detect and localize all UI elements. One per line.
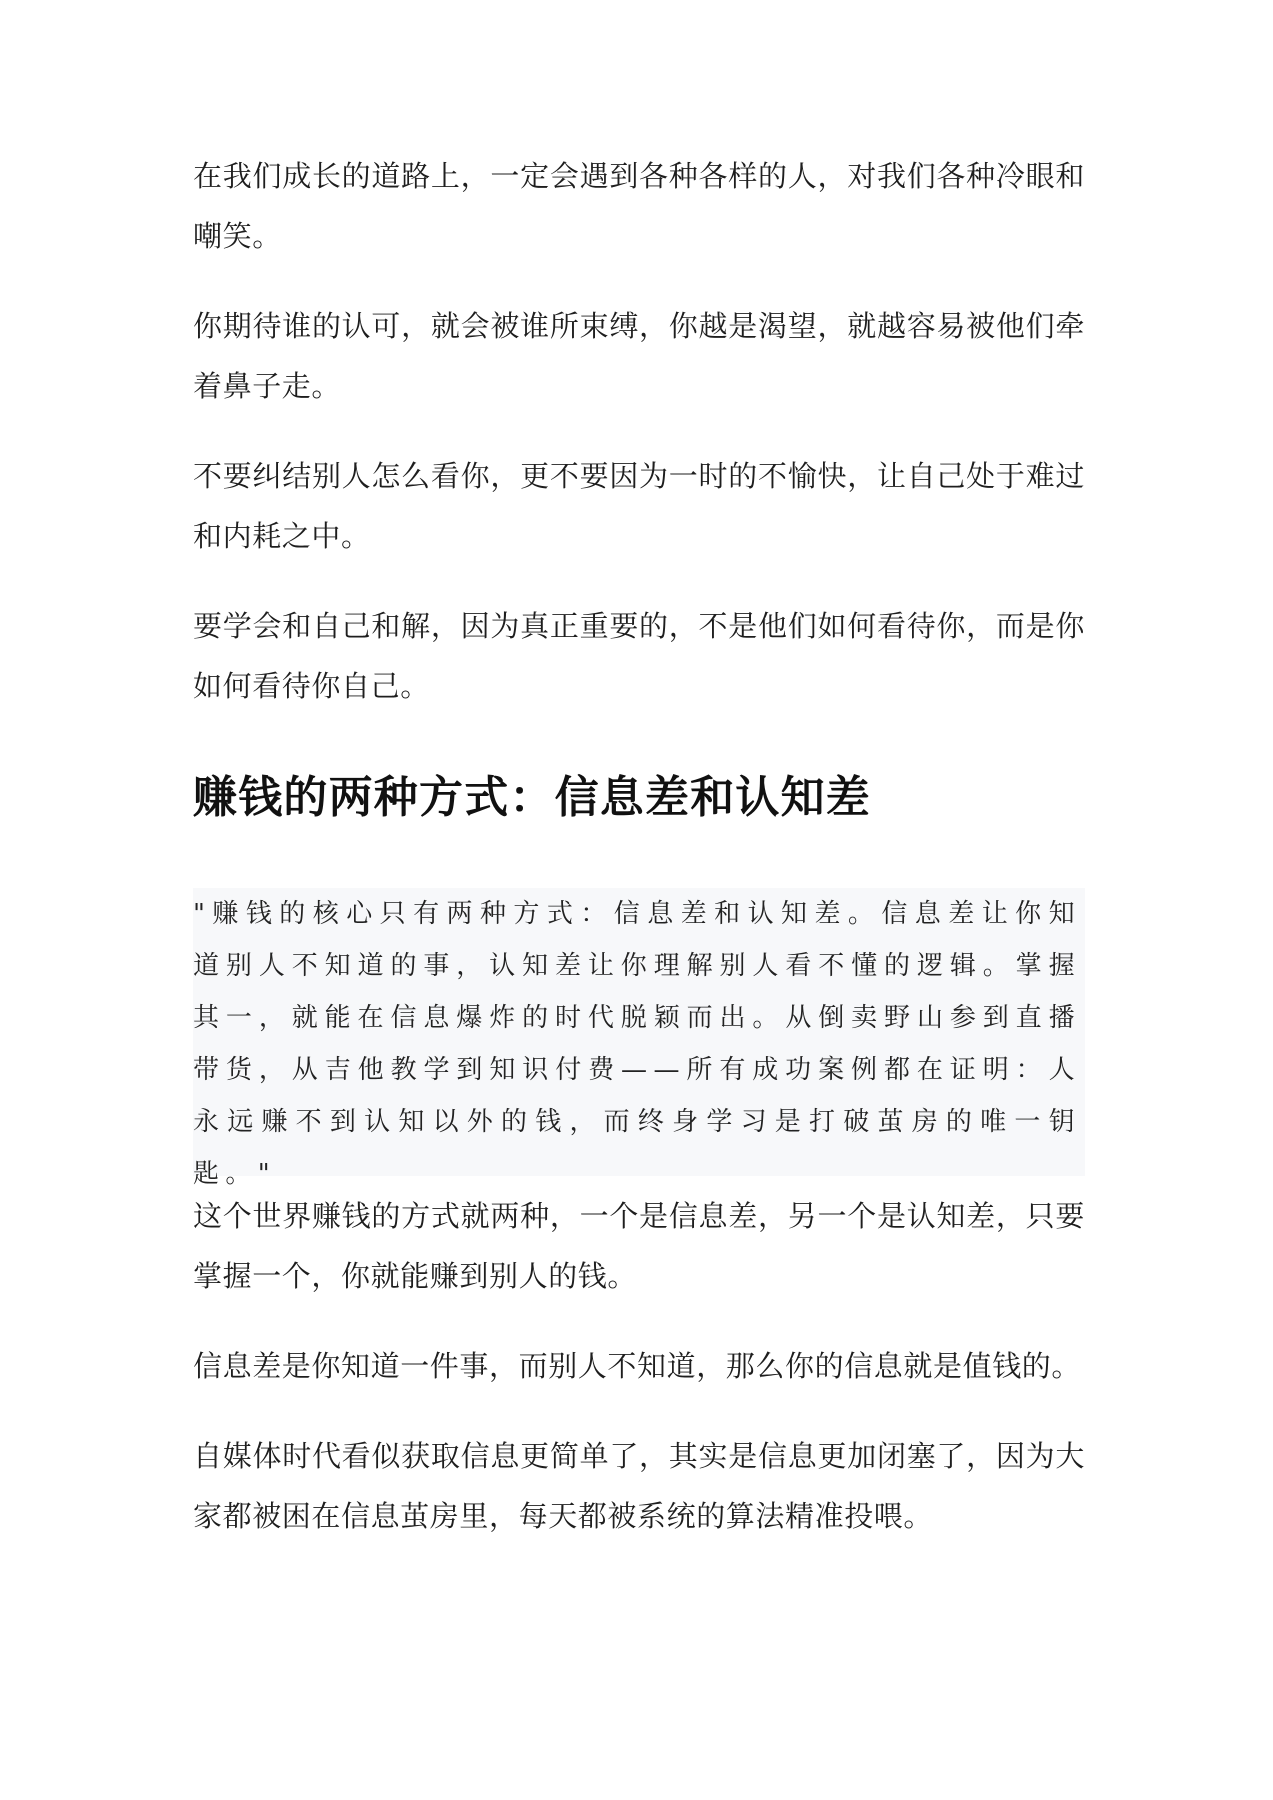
intro-paragraph-3: 不要纠结别人怎么看你，更不要因为一时的不愉快，让自己处于难过和内耗之中。 bbox=[193, 459, 1085, 553]
quote-text: "赚钱的核心只有两种方式：信息差和认知差。信息差让你知道别人不知道的事，认知差让你理解别人看不懂的逻辑。掌握其一，就能在信息爆炸的时代脱颖而出。从倒卖野山参到直播带货，从吉他教学到知识付费——所有成功案例都在证明：人永远赚不到认知以外的钱，而终身学习是打破茧房的唯一钥匙。" bbox=[193, 899, 1081, 1189]
intro-paragraph-1: 在我们成长的道路上，一定会遇到各种各样的人，对我们各种冷眼和嘲笑。 bbox=[193, 159, 1085, 253]
section-heading: 赚钱的两种方式：信息差和认知差 bbox=[193, 772, 871, 823]
body-paragraph-2: 信息差是你知道一件事，而别人不知道，那么你的信息就是值钱的。 bbox=[193, 1349, 1082, 1383]
document-page bbox=[193, 146, 1085, 1546]
body-paragraph-1: 这个世界赚钱的方式就两种，一个是信息差，另一个是认知差，只要掌握一个，你就能赚到别人的钱。 bbox=[193, 1199, 1085, 1293]
quote-block bbox=[193, 888, 1085, 1189]
body-section bbox=[193, 1186, 1085, 1546]
intro-paragraph-4: 要学会和自己和解，因为真正重要的，不是他们如何看待你，而是你如何看待你自己。 bbox=[193, 609, 1085, 703]
intro-paragraph-2: 你期待谁的认可，就会被谁所束缚，你越是渴望，就越容易被他们牵着鼻子走。 bbox=[193, 309, 1085, 403]
body-paragraph-3: 自媒体时代看似获取信息更简单了，其实是信息更加闭塞了，因为大家都被困在信息茧房里，每天都被系统的算法精准投喂。 bbox=[193, 1439, 1085, 1533]
